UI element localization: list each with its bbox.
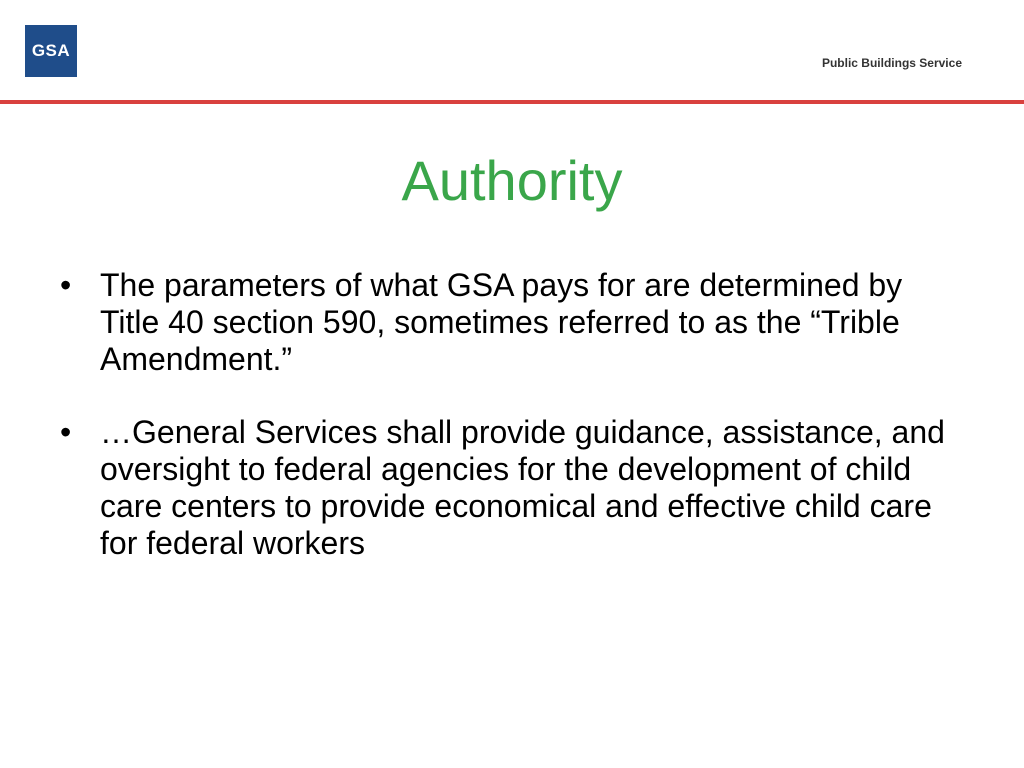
bullet-text: The parameters of what GSA pays for are determined by Title 40 section 590, sometimes referred to as the “Trible Amendment.” xyxy=(100,267,903,377)
gsa-logo-text: GSA xyxy=(31,41,71,60)
bullet-item xyxy=(60,267,950,378)
header-divider xyxy=(0,100,1024,104)
gsa-logo xyxy=(25,25,77,77)
bullet-icon: • xyxy=(60,267,72,303)
bullet-text: …General Services shall provide guidance, assistance, and oversight to federal agencies for the development of child care centers to provide economical and effective child care for federal workers xyxy=(100,414,945,561)
department-label: Public Buildings Service xyxy=(821,56,962,70)
bullet-icon: • xyxy=(60,414,72,450)
bullet-list xyxy=(60,267,950,598)
bullet-item xyxy=(60,414,950,562)
slide-title: Authority xyxy=(401,149,623,212)
